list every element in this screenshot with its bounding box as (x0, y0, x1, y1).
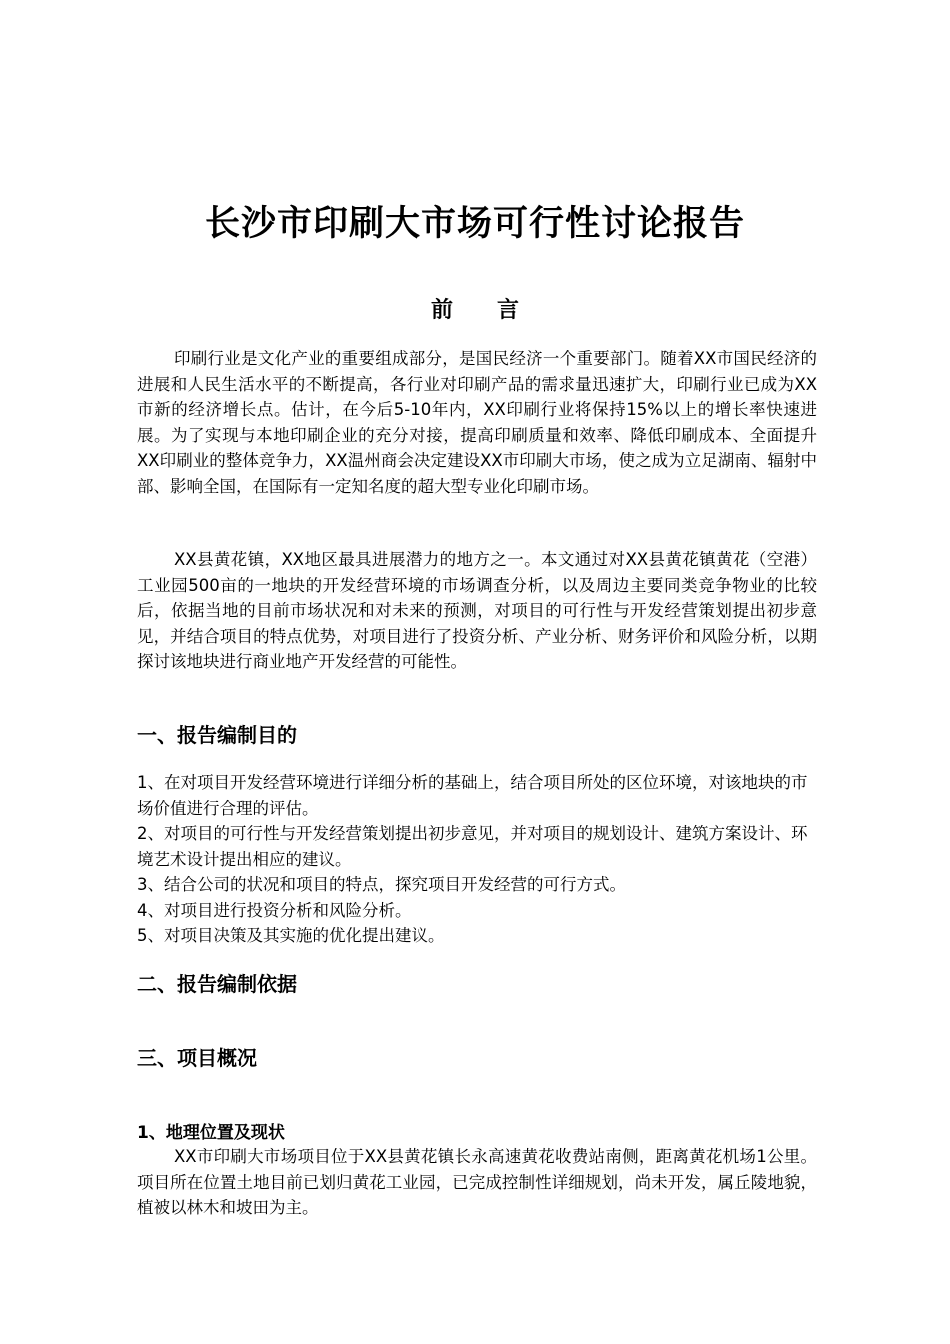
document-title: 长沙市印刷大市场可行性讨论报告 (204, 204, 745, 244)
section-heading-purpose: 一、报告编制目的 (137, 723, 297, 747)
list-item: 2、对项目的可行性与开发经营策划提出初步意见，并对项目的规划设计、建筑方案设计、环境艺术设计提出相应的建议。 (137, 824, 808, 869)
section-heading-basis: 二、报告编制依据 (137, 972, 297, 996)
list-item: 4、对项目进行投资分析和风险分析。 (137, 900, 412, 920)
subsection-heading-location: 1、地理位置及现状 (137, 1123, 285, 1143)
preface-paragraph-1: 印刷行业是文化产业的重要组成部分，是国民经济一个重要部门。随着XX市国民经济的进展和人民生活水平的不断提高，各行业对印刷产品的需求量迅速扩大，印刷行业已成为XX市新的经济增长点。估计，在今后5-10年内，XX印刷行业将保持15%以上的增长率快速进展。为了实现与本地印刷企业的充分对接，提高印刷质量和效率、降低印刷成本、全面提升XX印刷业的整体竞争力，XX温州商会决定建设XX市印刷大市场，使之成为立足湖南、辐射中部、影响全国，在国际有一定知名度的超大型专业化印刷市场。 (137, 349, 817, 496)
preface-heading: 前言 (430, 298, 563, 323)
location-paragraph: XX市印刷大市场项目位于XX县黄花镇长永高速黄花收费站南侧，距离黄花机场1公里。项目所在位置土地目前已划归黄花工业园，已完成控制性详细规划，尚未开发，属丘陵地貌，植被以林木和坡田为主。 (137, 1147, 817, 1217)
preface-paragraph-2: XX县黄花镇，XX地区最具进展潜力的地方之一。本文通过对XX县黄花镇黄花（空港）工业园500亩的一地块的开发经营环境的市场调查分析，以及周边主要同类竞争物业的比较后，依据当地的目前市场状况和对未来的预测，对项目的可行性与开发经营策划提出初步意见，并结合项目的特点优势，对项目进行了投资分析、产业分析、财务评价和风险分析，以期探讨该地块进行商业地产开发经营的可能性。 (137, 550, 817, 671)
list-item: 1、在对项目开发经营环境进行详细分析的基础上，结合项目所处的区位环境，对该地块的市场价值进行合理的评估。 (137, 773, 808, 818)
list-item: 3、结合公司的状况和项目的特点，探究项目开发经营的可行方式。 (137, 875, 626, 894)
purpose-list (137, 770, 817, 949)
section-heading-overview: 三、项目概况 (137, 1046, 257, 1070)
list-item: 5、对项目决策及其实施的优化提出建议。 (137, 926, 445, 945)
